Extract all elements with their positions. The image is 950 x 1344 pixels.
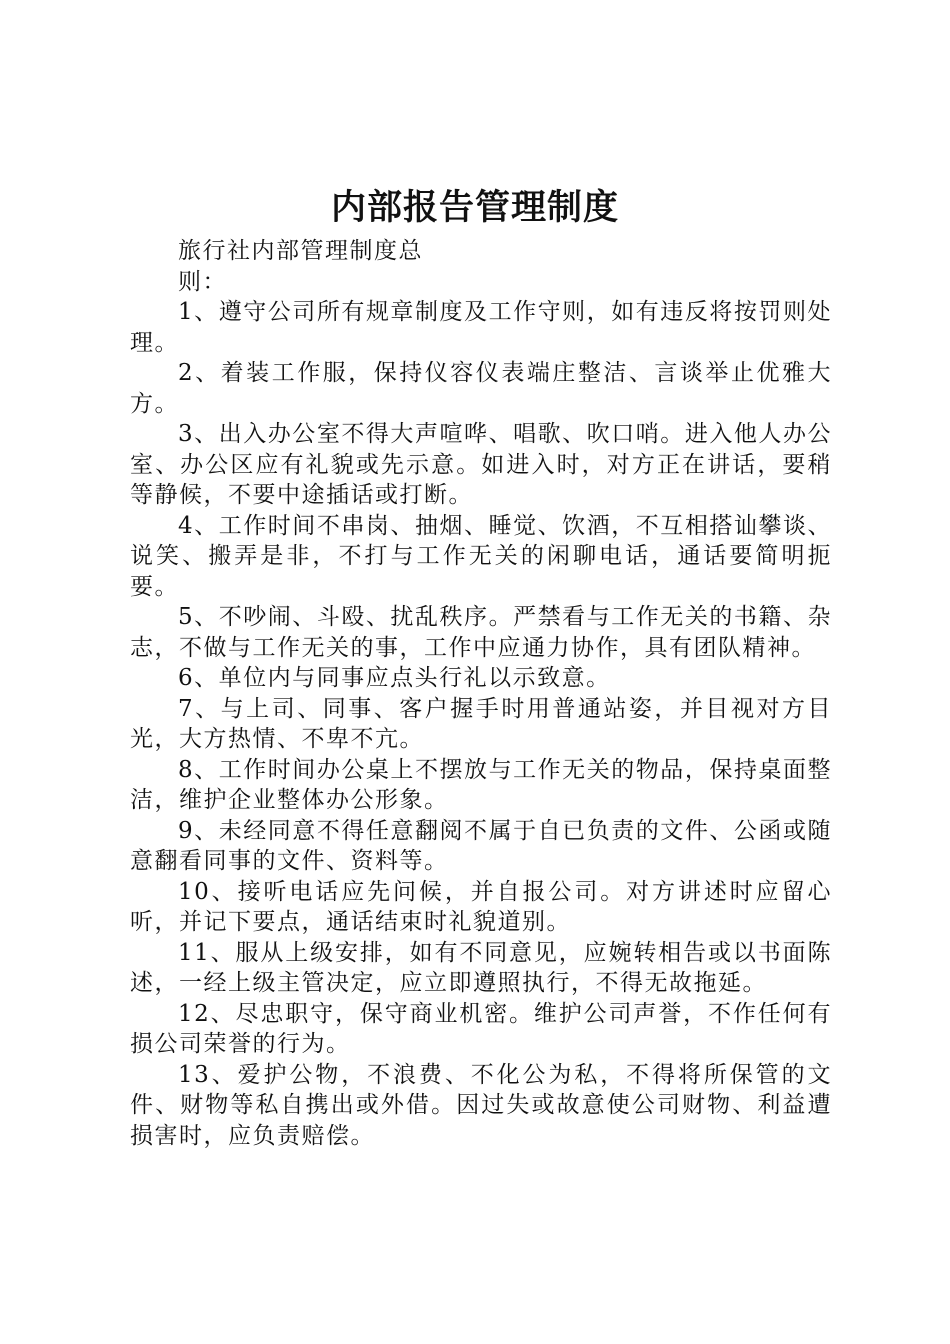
document-body — [130, 236, 832, 1151]
clause-8: 8、工作时间办公桌上不摆放与工作无关的物品，保持桌面整洁，维护企业整体办公形象。 — [130, 756, 832, 813]
clause-2: 2、着装工作服，保持仪容仪表端庄整洁、言谈举止优雅大方。 — [130, 360, 832, 417]
document-subtitle: 旅行社内部管理制度总 — [178, 238, 423, 264]
document-intro — [130, 236, 832, 297]
clause-13: 13、爱护公物，不浪费、不化公为私，不得将所保管的文件、财物等私自携出或外借。因过失或故意使公司财物、利益遭损害时，应负责赔偿。 — [130, 1061, 832, 1149]
clause-9: 9、未经同意不得任意翻阅不属于自已负责的文件、公函或随意翻看同事的文件、资料等。 — [130, 817, 832, 874]
section-heading: 则： — [178, 268, 227, 295]
clause-10: 10、接听电话应先问候，并自报公司。对方讲述时应留心听，并记下要点，通话结束时礼貌道别。 — [130, 878, 832, 935]
clause-3: 3、出入办公室不得大声喧哗、唱歌、吹口哨。进入他人办公室、办公区应有礼貌或先示意。如进入时，对方正在讲话，要稍等静候，不要中途插话或打断。 — [130, 421, 832, 508]
clause-12: 12、尽忠职守，保守商业机密。维护公司声誉，不作任何有损公司荣誉的行为。 — [130, 1000, 832, 1057]
clause-4: 4、工作时间不串岗、抽烟、睡觉、饮酒，不互相搭讪攀谈、说笑、搬弄是非，不打与工作无关的闲聊电话，通话要简明扼要。 — [130, 512, 832, 600]
clause-1: 1、遵守公司所有规章制度及工作守则，如有违反将按罚则处理。 — [130, 299, 832, 356]
clause-5: 5、不吵闹、斗殴、扰乱秩序。严禁看与工作无关的书籍、杂志，不做与工作无关的事，工作中应通力协作，具有团队精神。 — [130, 604, 832, 661]
document-title: 内部报告管理制度 — [330, 187, 619, 228]
clause-7: 7、与上司、同事、客户握手时用普通站姿，并目视对方目光，大方热情、不卑不亢。 — [130, 695, 832, 752]
clause-11: 11、服从上级安排，如有不同意见，应婉转相告或以书面陈述，一经上级主管决定，应立即遵照执行，不得无故拖延。 — [130, 939, 832, 996]
clause-6: 6、单位内与同事应点头行礼以示致意。 — [178, 665, 611, 691]
